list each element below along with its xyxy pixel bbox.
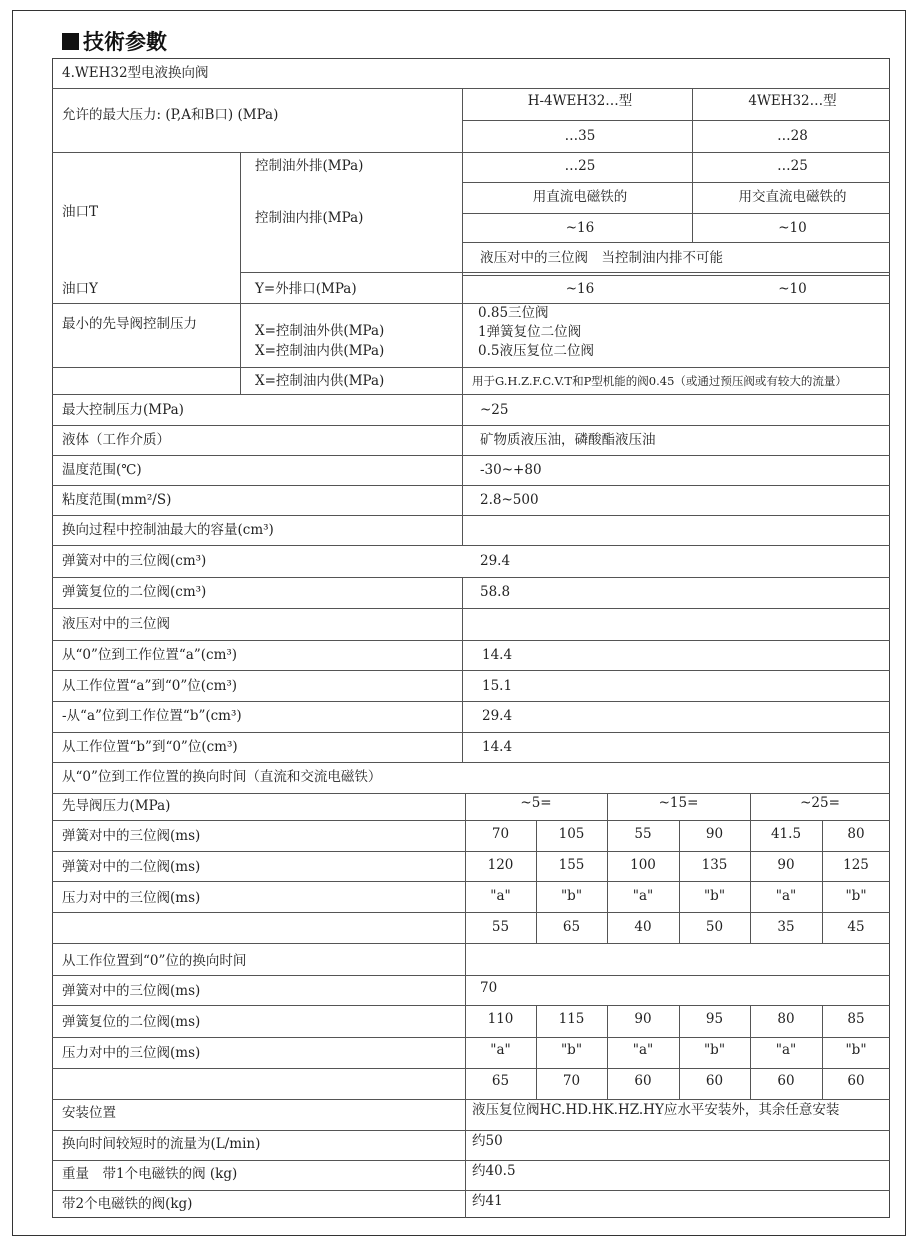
switch-time-1-cell: "b" bbox=[703, 888, 726, 904]
switch-time-1-cell: "b" bbox=[560, 888, 583, 904]
row-divider bbox=[52, 793, 890, 794]
switch-time-1-cell: 35 bbox=[777, 919, 795, 935]
column-divider bbox=[692, 152, 693, 242]
general-row-label: 最大控制压力(MPa) bbox=[62, 402, 184, 418]
row-divider bbox=[52, 608, 890, 609]
general-row-label: 液体（工作介质） bbox=[62, 432, 170, 448]
switch-time-1-cell: 55 bbox=[491, 919, 510, 935]
switch-time-1-row-label: 弹簧对中的二位阀(ms) bbox=[62, 859, 201, 875]
row-divider bbox=[52, 1160, 890, 1161]
max-pressure-col1-value: …35 bbox=[564, 128, 596, 144]
switch-time-2-title: 从工作位置到“0”位的换向时间 bbox=[62, 953, 247, 969]
row-divider bbox=[52, 943, 890, 944]
port-t-external-col2: …25 bbox=[777, 158, 808, 174]
min-pilot-val2: 1弹簧复位二位阀 bbox=[478, 324, 582, 340]
row-divider bbox=[52, 1037, 890, 1038]
port-t-internal-col2: ~10 bbox=[778, 220, 807, 236]
section-title: 4.WEH32型电液换向阀 bbox=[62, 65, 209, 81]
switch-time-1-cell: 120 bbox=[487, 857, 514, 873]
footer-row-label: 带2个电磁铁的阀(kg) bbox=[62, 1196, 193, 1212]
switch-time-2-row-label: 弹簧复位的二位阀(ms) bbox=[62, 1014, 201, 1030]
general-row-value: 58.8 bbox=[480, 584, 511, 600]
row-divider bbox=[52, 670, 890, 671]
switch-time-2-cell: 65 bbox=[491, 1073, 510, 1089]
title-text: 技術参數 bbox=[83, 30, 167, 54]
min-pilot-val3: 0.5液压复位二位阀 bbox=[478, 343, 594, 359]
row-divider bbox=[52, 367, 890, 368]
switch-time-2-cell: 115 bbox=[558, 1011, 585, 1027]
row-divider bbox=[52, 545, 890, 546]
general-row-value: ~25 bbox=[480, 402, 509, 418]
row-divider bbox=[52, 88, 890, 89]
port-t-external-label: 控制油外排(MPa) bbox=[255, 158, 364, 174]
switch-time-1-cell: 45 bbox=[847, 919, 865, 935]
general-row-label: 换向过程中控制油最大的容量(cm³) bbox=[62, 522, 274, 538]
switch-time-2-cell: "b" bbox=[703, 1042, 726, 1058]
port-t-internal-col1: ~16 bbox=[565, 220, 595, 236]
max-pressure-col2-header: 4WEH32…型 bbox=[748, 93, 837, 109]
hydraulic-center-row-label: 从“0”位到工作位置“a”(cm³) bbox=[62, 647, 238, 663]
port-t-dc-header: 用直流电磁铁的 bbox=[532, 189, 628, 205]
switch-time-2-cell: 60 bbox=[847, 1073, 865, 1089]
port-y-label: 油口Y bbox=[62, 281, 98, 297]
row-divider bbox=[52, 455, 890, 456]
hydraulic-center-row-value: 15.1 bbox=[482, 678, 513, 694]
row-divider bbox=[52, 1068, 890, 1069]
switch-time-1-row-label: 弹簧对中的三位阀(ms) bbox=[62, 828, 201, 844]
min-pilot-val1: 0.85三位阀 bbox=[478, 305, 549, 321]
footer-row-label: 安装位置 bbox=[62, 1105, 116, 1121]
switch-time-2-cell: 80 bbox=[777, 1011, 795, 1027]
row-divider bbox=[52, 701, 890, 702]
square-bullet-icon bbox=[62, 33, 79, 50]
hydraulic-center-row-label: 从工作位置“a”到“0”位(cm³) bbox=[62, 678, 238, 694]
port-y-col1: ~16 bbox=[565, 281, 595, 297]
switch-time-2-cell: "a" bbox=[775, 1042, 797, 1058]
pilot-pressure-label: 先导阀压力(MPa) bbox=[62, 798, 171, 814]
max-pressure-label: 允许的最大压力: (P,A和B口) (MPa) bbox=[62, 107, 279, 123]
general-row-value: 2.8~500 bbox=[480, 492, 539, 508]
page-title bbox=[62, 26, 167, 56]
row-divider bbox=[52, 394, 890, 395]
switch-time-2-cell: "b" bbox=[845, 1042, 867, 1058]
row-divider bbox=[462, 213, 890, 214]
port-y-sub-label: Y=外排口(MPa) bbox=[255, 281, 357, 297]
switch-time-2-row-label: 压力对中的三位阀(ms) bbox=[62, 1045, 201, 1061]
row-divider bbox=[462, 242, 890, 243]
general-row-label: 弹簧对中的三位阀(cm³) bbox=[62, 553, 207, 569]
row-divider bbox=[52, 303, 890, 304]
general-row-label: 温度范围(℃) bbox=[62, 462, 142, 478]
switch-time-1-row-label: 压力对中的三位阀(ms) bbox=[62, 890, 201, 906]
pilot-pressure-value: ~5= bbox=[520, 795, 552, 811]
general-row-value: 矿物质液压油，磷酸酯液压油 bbox=[480, 432, 656, 448]
general-row-value: -30~+80 bbox=[480, 462, 542, 478]
row-divider bbox=[52, 515, 890, 516]
switch-time-1-cell: 70 bbox=[491, 826, 510, 842]
port-t-internal-label: 控制油内排(MPa) bbox=[255, 210, 364, 226]
port-t-ac-header: 用交直流电磁铁的 bbox=[738, 189, 847, 205]
switch-time-2-cell: 60 bbox=[777, 1073, 795, 1089]
switch-time-1-cell: 105 bbox=[558, 826, 585, 842]
switch-time-1-cell: 41.5 bbox=[770, 826, 802, 842]
switch-time-2-cell: "b" bbox=[560, 1042, 583, 1058]
row-divider bbox=[52, 485, 890, 486]
switch-time-1-cell: "a" bbox=[490, 888, 511, 904]
switch-time-2-cell: 85 bbox=[847, 1011, 865, 1027]
row-divider bbox=[52, 732, 890, 733]
row-divider bbox=[52, 1130, 890, 1131]
min-pilot-sub2: X=控制油内供(MPa) bbox=[255, 343, 385, 359]
switch-time-2-cell: 90 bbox=[634, 1011, 652, 1027]
footer-row-label: 重量 带1个电磁铁的阀 (kg) bbox=[62, 1166, 238, 1182]
row-divider bbox=[52, 1099, 890, 1100]
port-t-external-col1: …25 bbox=[564, 158, 596, 174]
switch-time-1-cell: 65 bbox=[562, 919, 581, 935]
min-pilot-label: 最小的先导阀控制压力 bbox=[62, 316, 197, 332]
switch-time-1-cell: 55 bbox=[634, 826, 652, 842]
row-divider bbox=[52, 425, 890, 426]
hydraulic-center-row-value: 14.4 bbox=[482, 647, 513, 663]
switch-time-1-title: 从“0”位到工作位置的换向时间（直流和交流电磁铁） bbox=[62, 769, 382, 785]
footer-row-label: 换向时间较短时的流量为(L/min) bbox=[62, 1136, 261, 1152]
switch-time-1-cell: "a" bbox=[775, 888, 797, 904]
switch-time-1-cell: 155 bbox=[558, 857, 585, 873]
row-divider bbox=[52, 881, 890, 882]
port-t-note: 液压对中的三位阀 当控制油内排不可能 bbox=[480, 250, 723, 266]
switch-time-1-cell: 40 bbox=[634, 919, 652, 935]
row-divider bbox=[52, 152, 890, 153]
row-divider bbox=[52, 912, 890, 913]
switch-time-1-cell: 100 bbox=[630, 857, 656, 873]
switch-time-2-cell: "a" bbox=[490, 1042, 511, 1058]
footer-row-value: 约41 bbox=[472, 1193, 503, 1209]
column-divider bbox=[692, 88, 693, 152]
switch-time-1-cell: 90 bbox=[777, 857, 795, 873]
switch-time-2-cell: 60 bbox=[634, 1073, 652, 1089]
switch-time-1-cell: 125 bbox=[843, 857, 869, 873]
pilot-pressure-value: ~15= bbox=[658, 795, 699, 811]
row-divider bbox=[52, 640, 890, 641]
switch-time-1-cell: "a" bbox=[632, 888, 654, 904]
row-divider bbox=[52, 1005, 890, 1006]
max-pressure-col1-header: H-4WEH32…型 bbox=[527, 93, 633, 109]
switch-time-2-cell: 70 bbox=[562, 1073, 581, 1089]
footer-row-value: 液压复位阀HC.HD.HK.HZ.HY应水平安装外，其余任意安装 bbox=[472, 1102, 840, 1118]
row-divider bbox=[52, 851, 890, 852]
min-pilot-val4: 用于G.H.Z.F.C.V.T和P型机能的阀0.45（或通过预压阀或有较大的流量） bbox=[472, 374, 847, 388]
hydraulic-center-row-label: 从工作位置“b”到“0”位(cm³) bbox=[62, 739, 238, 755]
general-row-value: 29.4 bbox=[480, 553, 511, 569]
port-y-col2: ~10 bbox=[778, 281, 807, 297]
column-divider bbox=[462, 88, 463, 545]
hydraulic-center-row-value: 29.4 bbox=[482, 708, 513, 724]
general-row-label: 弹簧复位的二位阀(cm³) bbox=[62, 584, 207, 600]
switch-time-2-cell: 110 bbox=[487, 1011, 514, 1027]
switch-time-1-cell: 50 bbox=[705, 919, 724, 935]
switch-time-2-cell: 60 bbox=[705, 1073, 724, 1089]
row-divider bbox=[52, 1190, 890, 1191]
min-pilot-sub3: X=控制油内供(MPa) bbox=[255, 373, 385, 389]
hydraulic-center-title: 液压对中的三位阀 bbox=[62, 616, 170, 632]
pilot-pressure-value: ~25= bbox=[800, 795, 840, 811]
hydraulic-center-row-label: -从“a”位到工作位置“b”(cm³) bbox=[62, 708, 242, 724]
footer-row-value: 约50 bbox=[472, 1133, 503, 1149]
column-divider bbox=[462, 577, 463, 762]
row-divider bbox=[462, 275, 890, 276]
max-pressure-col2-value: …28 bbox=[777, 128, 808, 144]
row-divider bbox=[52, 577, 890, 578]
switch-time-2-cell: 95 bbox=[705, 1011, 724, 1027]
row-divider bbox=[240, 272, 890, 273]
column-divider bbox=[465, 793, 466, 975]
hydraulic-center-row-value: 14.4 bbox=[482, 739, 513, 755]
row-divider bbox=[462, 120, 890, 121]
row-divider bbox=[52, 762, 890, 763]
min-pilot-sub1: X=控制油外供(MPa) bbox=[255, 323, 385, 339]
port-t-label: 油口T bbox=[62, 204, 99, 220]
switch-time-1-cell: 135 bbox=[701, 857, 728, 873]
switch-time-1-cell: 80 bbox=[847, 826, 865, 842]
footer-row-value: 约40.5 bbox=[472, 1163, 516, 1179]
general-row-label: 粘度范围(mm²/S) bbox=[62, 492, 172, 508]
row-divider bbox=[52, 820, 890, 821]
switch-time-2-spring-label: 弹簧对中的三位阀(ms) bbox=[62, 983, 201, 999]
switch-time-2-spring-value: 70 bbox=[480, 980, 498, 996]
row-divider bbox=[52, 975, 890, 976]
row-divider bbox=[462, 182, 890, 183]
switch-time-1-cell: "b" bbox=[845, 888, 867, 904]
switch-time-2-cell: "a" bbox=[632, 1042, 654, 1058]
switch-time-1-cell: 90 bbox=[705, 826, 724, 842]
column-divider bbox=[240, 152, 241, 394]
